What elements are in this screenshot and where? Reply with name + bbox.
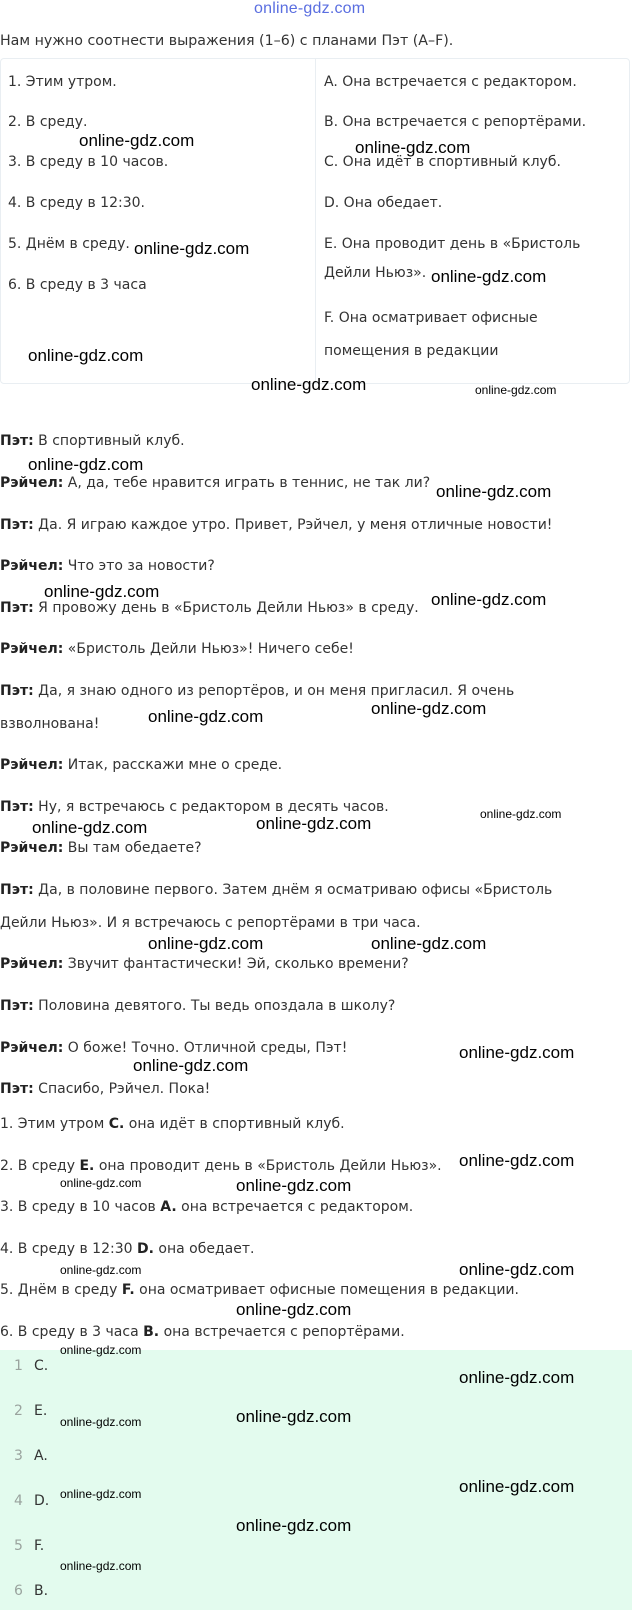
expression-item: 4. В среду в 12:30. bbox=[8, 195, 145, 211]
solution-line: 2. В среду E. она проводит день в «Бристоль Дейли Ньюз». bbox=[0, 1158, 442, 1174]
watermark: online-gdz.com bbox=[60, 1559, 142, 1573]
watermark: online-gdz.com bbox=[236, 1407, 352, 1426]
dialogue-line: Пэт: Да. Я играю каждое утро. Привет, Рэйчел, у меня отличные новости! bbox=[0, 517, 553, 533]
solution-line: 5. Днём в среду F. она осматривает офисные помещения в редакции. bbox=[0, 1282, 519, 1298]
dialogue-line: Рэйчел: О боже! Точно. Отличной среды, Пэт! bbox=[0, 1040, 348, 1056]
dialogue-line: взволнована! bbox=[0, 716, 100, 732]
expression-item: 6. В среду в 3 часа bbox=[8, 277, 147, 293]
watermark: online-gdz.com bbox=[236, 1300, 352, 1319]
watermark: online-gdz.com bbox=[371, 699, 487, 718]
watermark: online-gdz.com bbox=[60, 1415, 142, 1429]
expression-item: 1. Этим утром. bbox=[8, 74, 117, 90]
answer-row: 2 E. bbox=[14, 1403, 48, 1419]
watermark: online-gdz.com bbox=[44, 582, 160, 601]
dialogue-line: Рэйчел: Вы там обедаете? bbox=[0, 840, 202, 856]
watermark: online-gdz.com bbox=[134, 239, 250, 258]
watermark: online-gdz.com bbox=[431, 267, 547, 286]
watermark: online-gdz.com bbox=[371, 934, 487, 953]
dialogue-line: Дейли Ньюз». И я встречаюсь с репортёрами в три часа. bbox=[0, 915, 421, 931]
dialogue-line: Пэт: Да, я знаю одного из репортёров, и он меня пригласил. Я очень bbox=[0, 683, 515, 699]
watermark: online-gdz.com bbox=[60, 1487, 142, 1501]
watermark: online-gdz.com bbox=[60, 1343, 142, 1357]
watermark: online-gdz.com bbox=[480, 807, 562, 821]
plan-item: F. Она осматривает офисные bbox=[324, 310, 538, 326]
watermark: online-gdz.com bbox=[236, 1516, 352, 1535]
plan-item: D. Она обедает. bbox=[324, 195, 443, 211]
watermark: online-gdz.com bbox=[459, 1477, 575, 1496]
plan-item-continued: Дейли Ньюз». bbox=[324, 265, 427, 281]
watermark: online-gdz.com bbox=[32, 818, 148, 837]
expression-item: 2. В среду. bbox=[8, 114, 88, 130]
solution-line: 3. В среду в 10 часов A. она встречается с редактором. bbox=[0, 1199, 414, 1215]
watermark: online-gdz.com bbox=[459, 1260, 575, 1279]
dialogue-line: Пэт: Ну, я встречаюсь с редактором в десять часов. bbox=[0, 799, 389, 815]
dialogue-line: Рэйчел: Что это за новости? bbox=[0, 558, 215, 574]
dialogue-line: Пэт: Да, в половине первого. Затем днём я осматриваю офисы «Бристоль bbox=[0, 882, 553, 898]
dialogue-line: Пэт: Половина девятого. Ты ведь опоздала в школу? bbox=[0, 998, 396, 1014]
expression-item: 3. В среду в 10 часов. bbox=[8, 154, 169, 170]
watermark: online-gdz.com bbox=[256, 814, 372, 833]
watermark: online-gdz.com bbox=[251, 375, 367, 394]
plan-item: A. Она встречается с редактором. bbox=[324, 74, 577, 90]
watermark: online-gdz.com bbox=[459, 1043, 575, 1062]
solution-line: 6. В среду в 3 часа B. она встречается с репортёрами. bbox=[0, 1324, 405, 1340]
watermark: online-gdz.com bbox=[475, 383, 557, 397]
dialogue-line: Пэт: Я провожу день в «Бристоль Дейли Ньюз» в среду. bbox=[0, 600, 419, 616]
plan-item: E. Она проводит день в «Бристоль bbox=[324, 236, 581, 252]
watermark: online-gdz.com bbox=[436, 482, 552, 501]
watermark: online-gdz.com bbox=[28, 455, 144, 474]
answer-row: 4 D. bbox=[14, 1493, 50, 1509]
watermark: online-gdz.com bbox=[459, 1151, 575, 1170]
watermark: online-gdz.com bbox=[355, 138, 471, 157]
watermark: online-gdz.com bbox=[28, 346, 144, 365]
answer-row: 3 A. bbox=[14, 1448, 48, 1464]
watermark: online-gdz.com bbox=[133, 1056, 249, 1075]
answer-row: 5 F. bbox=[14, 1538, 45, 1554]
dialogue-line: Рэйчел: Звучит фантастически! Эй, сколько времени? bbox=[0, 956, 409, 972]
watermark: online-gdz.com bbox=[431, 590, 547, 609]
watermark: online-gdz.com bbox=[60, 1176, 142, 1190]
matching-table bbox=[0, 58, 630, 384]
watermark: online-gdz.com bbox=[148, 934, 264, 953]
dialogue-line: Рэйчел: А, да, тебе нравится играть в теннис, не так ли? bbox=[0, 475, 431, 491]
plan-item-continued: помещения в редакции bbox=[324, 343, 499, 359]
solution-line: 1. Этим утром C. она идёт в спортивный клуб. bbox=[0, 1116, 345, 1132]
dialogue-line: Пэт: В спортивный клуб. bbox=[0, 433, 185, 449]
column-divider bbox=[315, 59, 316, 383]
expression-item: 5. Днём в среду. bbox=[8, 236, 130, 252]
site-logo[interactable]: online-gdz.com bbox=[254, 0, 366, 17]
answer-row: 1 C. bbox=[14, 1358, 49, 1374]
watermark: online-gdz.com bbox=[60, 1263, 142, 1277]
plan-item: C. Она идёт в спортивный клуб. bbox=[324, 154, 561, 170]
task-statement: Нам нужно соотнести выражения (1–6) с планами Пэт (A–F). bbox=[0, 33, 454, 49]
answer-row: 6 B. bbox=[14, 1583, 49, 1599]
watermark: online-gdz.com bbox=[148, 707, 264, 726]
watermark: online-gdz.com bbox=[79, 131, 195, 150]
dialogue-line: Рэйчел: Итак, расскажи мне о среде. bbox=[0, 757, 283, 773]
dialogue-line: Рэйчел: «Бристоль Дейли Ньюз»! Ничего себе! bbox=[0, 641, 354, 657]
watermark: online-gdz.com bbox=[459, 1368, 575, 1387]
watermark: online-gdz.com bbox=[236, 1176, 352, 1195]
dialogue-line: Пэт: Спасибо, Рэйчел. Пока! bbox=[0, 1081, 211, 1097]
solution-line: 4. В среду в 12:30 D. она обедает. bbox=[0, 1241, 255, 1257]
plan-item: B. Она встречается с репортёрами. bbox=[324, 114, 587, 130]
